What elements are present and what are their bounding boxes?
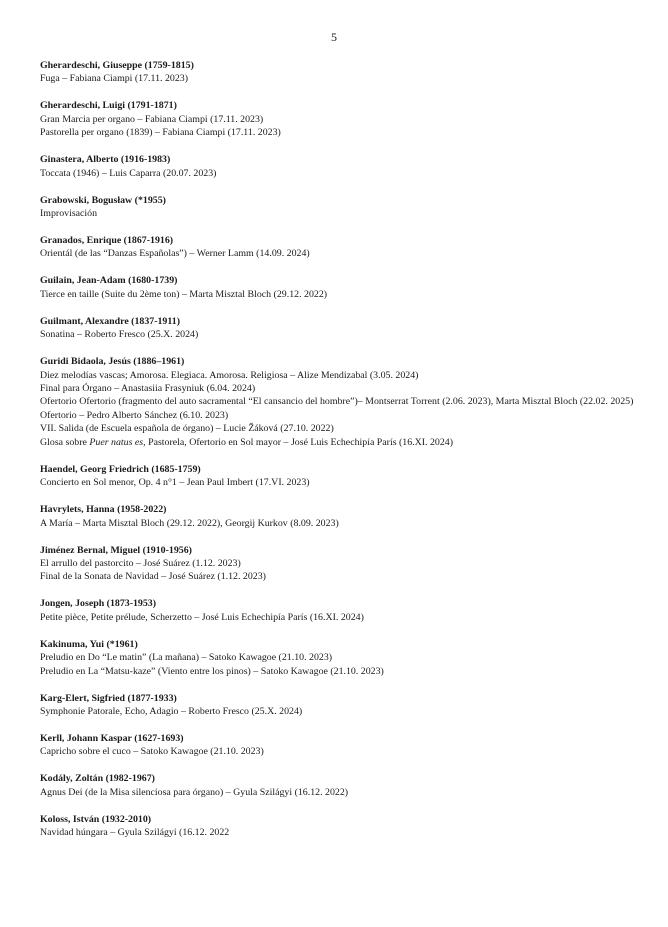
composer-entry <box>40 813 650 840</box>
work-text: Gran Marcia per organo – Fabiana Ciampi (17.11. 2023) <box>40 113 264 125</box>
work-line <box>40 422 650 435</box>
composer-entry <box>40 153 650 180</box>
work-line <box>40 288 650 301</box>
composer-entry <box>40 732 650 759</box>
work-text-continued: , Pastorela, Ofertorio en Sol mayor – José Luis Echechipía París (16.XI. 2024) <box>143 436 454 448</box>
composer-name: Haendel, Georg Friedrich (1685-1759) <box>40 463 201 475</box>
composer-name: Gherardeschi, Giuseppe (1759-1815) <box>40 60 194 71</box>
work-text: Orientál (de las “Danzas Españolas”) – Werner Lamm (14.09. 2024) <box>40 248 310 260</box>
work-text: Toccata (1946) – Luis Caparra (20.07. 2023) <box>40 167 217 179</box>
composer-entry <box>40 597 650 624</box>
composer-entry <box>40 315 650 342</box>
composer-entry <box>40 503 650 530</box>
work-line <box>40 395 650 408</box>
work-text: Final de la Sonata de Navidad – José Suárez (1.12. 2023) <box>40 571 266 583</box>
composer-name: Karg-Elert, Sigfried (1877-1933) <box>40 692 177 704</box>
work-line <box>40 369 650 382</box>
composer-name: Jiménez Bernal, Miguel (1910-1956) <box>40 544 192 556</box>
composer-name: Grabowski, Bogusław (*1955) <box>40 194 166 206</box>
work-line <box>40 611 650 624</box>
work-line <box>40 786 650 799</box>
work-line <box>40 570 650 583</box>
work-text: Sonatina – Roberto Fresco (25.X. 2024) <box>40 329 199 341</box>
composer-name: Havrylets, Hanna (1958-2022) <box>40 504 167 516</box>
work-line <box>40 651 650 664</box>
composer-name: Granados, Enrique (1867-1916) <box>40 235 174 247</box>
composer-entry <box>40 59 650 86</box>
composer-name: Gherardeschi, Luigi (1791-1871) <box>40 100 177 112</box>
work-text: Glosa sobre <box>40 436 90 448</box>
composer-entry <box>40 692 650 719</box>
work-line <box>40 409 650 422</box>
composer-name: Jongen, Joseph (1873-1953) <box>40 598 157 610</box>
work-text: Diez melodías vascas; Amorosa. Elegiaca. Amorosa. Religiosa – Alize Mendizabal (3.05. 2024) <box>40 369 419 381</box>
work-line <box>40 476 650 489</box>
composer-entry <box>40 544 650 584</box>
work-line <box>40 167 650 180</box>
composer-name: Kerll, Johann Kaspar (1627-1693) <box>40 732 184 744</box>
work-text: Symphonie Patorale, Echo, Adagio – Roberto Fresco (25.X. 2024) <box>40 705 303 717</box>
composer-list <box>40 59 650 853</box>
composer-name: Guilmant, Alexandre (1837-1911) <box>40 315 180 327</box>
work-text: Concierto en Sol menor, Op. 4 n°1 – Jean Paul Imbert (17.VI. 2023) <box>40 477 310 489</box>
work-text: Preludio en La “Matsu-kaze” (Viento entre los pinos) – Satoko Kawagoe (21.10. 2023) <box>40 665 384 677</box>
work-line <box>40 72 650 85</box>
work-line <box>40 247 650 260</box>
work-text: Tierce en taille (Suite du 2ème ton) – Marta Misztal Bloch (29.12. 2022) <box>40 288 328 300</box>
work-text: Fuga – Fabiana Ciampi (17.11. 2023) <box>40 73 189 85</box>
work-line <box>40 705 650 718</box>
work-line <box>40 207 650 220</box>
work-line <box>40 745 650 758</box>
work-text: Navidad húngara – Gyula Szilágyi (16.12. 2022 <box>40 827 230 839</box>
work-line <box>40 328 650 341</box>
composer-entry <box>40 772 650 799</box>
work-text: Petite pièce, Petite prélude, Scherzetto – José Luis Echechipía París (16.XI. 2024) <box>40 611 364 623</box>
work-line <box>40 826 650 839</box>
composer-name: Guridi Bidaola, Jesús (1886–1961) <box>40 356 185 368</box>
work-text: Capricho sobre el cuco – Satoko Kawagoe (21.10. 2023) <box>40 746 264 758</box>
work-line <box>40 126 650 139</box>
work-text: El arrullo del pastorcito – José Suárez (1.12. 2023) <box>40 557 241 569</box>
work-line <box>40 665 650 678</box>
work-line <box>40 382 650 395</box>
work-line <box>40 557 650 570</box>
work-text: Final para Órgano – Anastasiia Frasyniuk (6.04. 2024) <box>40 383 256 395</box>
work-text: VII. Salida (de Escuela española de órgano) – Lucie Žáková (27.10. 2022) <box>40 423 334 435</box>
work-text: Improvisación <box>40 208 98 220</box>
work-text: A María – Marta Misztal Bloch (29.12. 2022), Georgij Kurkov (8.09. 2023) <box>40 517 339 529</box>
composer-entry <box>40 463 650 490</box>
composer-entry <box>40 194 650 221</box>
composer-name: Guilain, Jean-Adam (1680-1739) <box>40 275 178 287</box>
composer-entry <box>40 355 650 449</box>
page-number: 5 <box>331 30 337 44</box>
work-line <box>40 517 650 530</box>
work-text: Pastorella per organo (1839) – Fabiana Ciampi (17.11. 2023) <box>40 127 281 139</box>
work-text: Preludio en Do “Le matin” (La mañana) – Satoko Kawagoe (21.10. 2023) <box>40 652 333 664</box>
composer-entry <box>40 274 650 301</box>
work-text: Ofertorio Ofertorio (fragmento del auto sacramental “El cansancio del hombre”)– Montserrat Torrent (2.06. 2023), Marta Misztal Bloch (22.02. 2025) <box>40 396 634 408</box>
work-text: Ofertorio – Pedro Alberto Sánchez (6.10. 2023) <box>40 409 229 421</box>
composer-name: Kodály, Zoltán (1982-1967) <box>40 773 155 785</box>
work-line <box>40 436 650 449</box>
composer-entry <box>40 99 650 139</box>
composer-entry <box>40 638 650 678</box>
composer-name: Koloss, István (1932-2010) <box>40 813 152 825</box>
work-line <box>40 113 650 126</box>
composer-name: Kakinuma, Yui (*1961) <box>40 638 138 650</box>
work-text: Agnus Dei (de la Misa silenciosa para órgano) – Gyula Szilágyi (16.12. 2022) <box>40 786 349 798</box>
composer-entry <box>40 234 650 261</box>
work-title-italic: Puer natus es <box>89 436 144 448</box>
composer-name: Ginastera, Alberto (1916-1983) <box>40 154 171 166</box>
